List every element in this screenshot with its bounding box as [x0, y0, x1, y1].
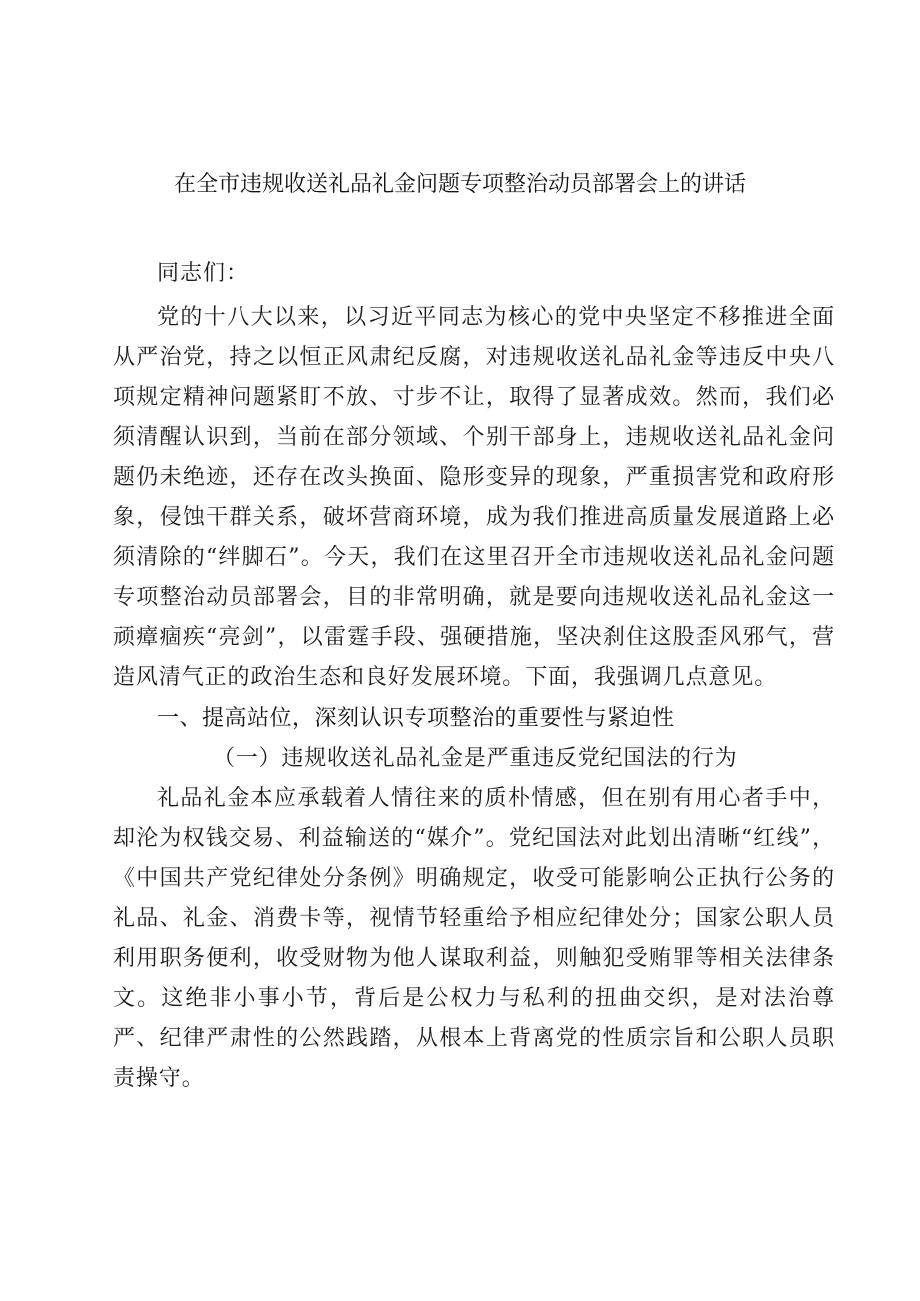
opening-paragraph: 党的十八大以来，以习近平同志为核心的党中央坚定不移推进全面从严治党，持之以恒正风肃纪反腐，对违规收送礼品礼金等违反中央八项规定精神问题紧盯不放、寸步不让，取得了显著成效。然而，我们必须清醒认识到，当前在部分领域、个别干部身上，违规收送礼品礼金问题仍未绝迹，还存在改头换面、隐形变异的现象，严重损害党和政府形象，侵蚀干群关系，破坏营商环境，成为我们推进高质量发展道路上必须清除的“绊脚石”。今天，我们在这里召开全市违规收送礼品礼金问题专项整治动员部署会，目的非常明确，就是要向违规收送礼品礼金这一顽瘴痼疾“亮剑”，以雷霆手段、强硬措施，坚决刹住这股歪风邪气，营造风清气正的政治生态和良好发展环境。下面，我强调几点意见。 — [113, 305, 835, 690]
document-body — [113, 254, 835, 1099]
document-title: 在全市违规收送礼品礼金问题专项整治动员部署会上的讲话 — [173, 172, 746, 197]
subsection-1-paragraph: 礼品礼金本应承载着人情往来的质朴情感，但在别有用心者手中，却沦为权钱交易、利益输送的“媒介”。党纪国法对此划出清晰“红线”，《中国共产党纪律处分条例》明确规定，收受可能影响公正执行公务的礼品、礼金、消费卡等，视情节轻重给予相应纪律处分；国家公职人员利用职务便利，收受财物为他人谋取利益，则触犯受贿罪等相关法律条文。这绝非小事小节，背后是公权力与私利的扭曲交织，是对法治尊严、纪律严肃性的公然践踏，从根本上背离党的性质宗旨和公职人员职责操守。 — [113, 786, 835, 1091]
section-1-heading: 一、提高站位，深刻认识专项整治的重要性与紧迫性 — [157, 706, 675, 731]
salutation: 同志们： — [157, 261, 250, 286]
subsection-1-heading: （一）违规收送礼品礼金是严重违反党纪国法的行为 — [213, 746, 738, 771]
